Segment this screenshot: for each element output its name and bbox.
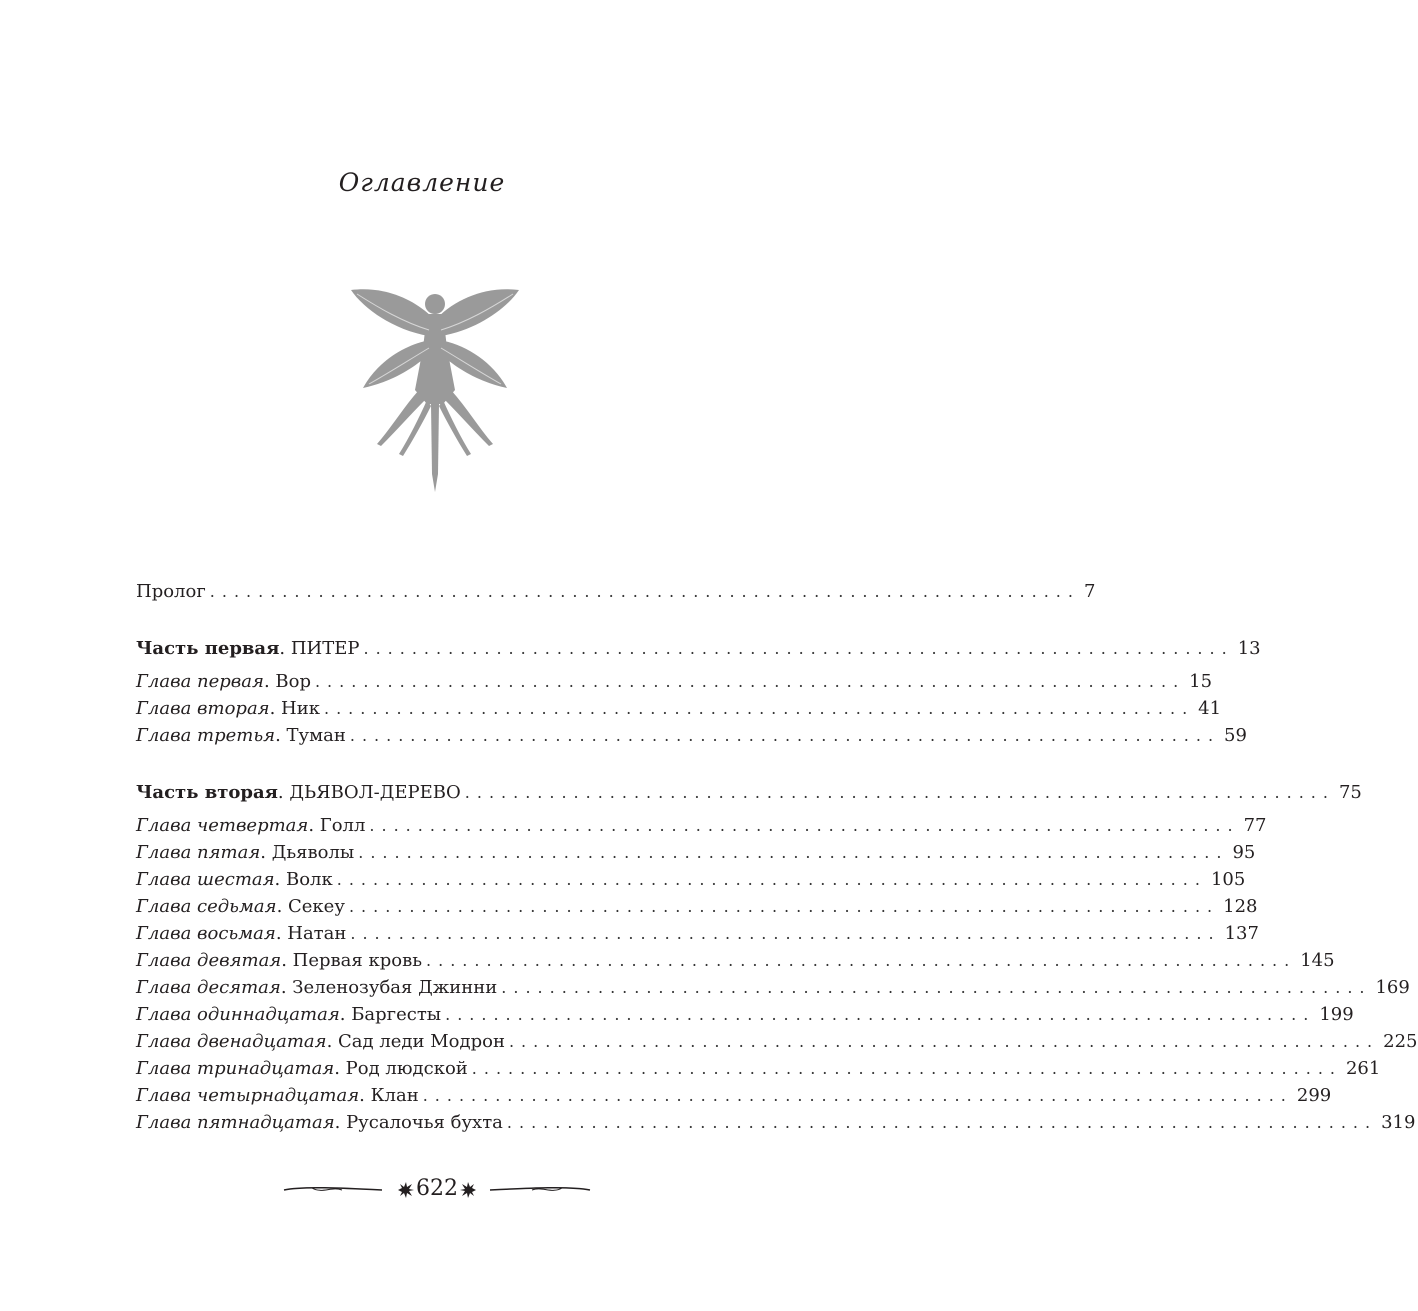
toc-entry-label: Глава пятая. Дьяволы: [136, 842, 355, 863]
toc-entry-chapter-7: [136, 893, 1258, 920]
leader-dots: ........................................................................: [349, 726, 1221, 745]
toc-entry-label: Глава десятая. Зеленозубая Джинни: [136, 977, 498, 998]
toc-entry-label: Глава тринадцатая. Род людской: [136, 1058, 468, 1079]
toc-entry-label: Пролог: [136, 581, 206, 602]
toc-entry-label: Глава четвертая. Голл: [136, 815, 366, 836]
toc-entry-chapter-11: [136, 1001, 1354, 1028]
toc-entry-chapter-9: [136, 947, 1335, 974]
toc-entry-chapter-3: [136, 722, 1247, 749]
toc-entry-label: Часть первая. ПИТЕР: [136, 638, 360, 659]
toc-page-number: 59: [1224, 725, 1247, 746]
leader-dots: ........................................................................: [508, 1032, 1380, 1051]
leader-dots: ........................................................................: [369, 816, 1240, 835]
toc-page-number: 299: [1296, 1085, 1332, 1106]
toc-page-number: 145: [1300, 950, 1335, 971]
toc-page-number: 77: [1243, 815, 1267, 836]
toc-page-number: 225: [1383, 1031, 1418, 1052]
toc-entry-chapter-13: [136, 1055, 1381, 1082]
leader-dots: ........................................................................: [358, 843, 1229, 862]
leader-dots: ........................................................................: [323, 699, 1195, 718]
leader-dots: ........................................................................: [350, 924, 1221, 943]
toc-entry-label: Глава девятая. Первая кровь: [136, 950, 423, 971]
toc-page-number: 199: [1319, 1004, 1354, 1025]
toc-part-2: [136, 779, 1362, 806]
table-of-contents: [136, 578, 1418, 1136]
toc-entry-label: Глава четырнадцатая. Клан: [136, 1085, 419, 1106]
leader-dots: ........................................................................: [426, 951, 1297, 970]
toc-page-number: 95: [1232, 842, 1256, 863]
toc-page-number: 15: [1189, 671, 1213, 692]
toc-page-number: 7: [1083, 581, 1096, 602]
toc-page-number: 319: [1381, 1112, 1416, 1133]
page-title: Оглавление: [338, 168, 506, 197]
toc-entry-label: Глава вторая. Ник: [136, 698, 320, 719]
toc-entry-chapter-2: [136, 695, 1222, 722]
toc-entry-label: Глава восьмая. Натан: [136, 923, 347, 944]
toc-entry-chapter-5: [136, 839, 1256, 866]
leader-dots: ........................................................................: [506, 1113, 1378, 1132]
toc-entry-chapter-15: [136, 1109, 1416, 1136]
toc-entry-label: Глава одиннадцатая. Баргесты: [136, 1004, 442, 1025]
toc-page-number: 128: [1223, 896, 1258, 917]
toc-part-1: [136, 635, 1261, 662]
leader-dots: ........................................................................: [314, 672, 1186, 691]
toc-entry-label: Глава шестая. Волк: [136, 869, 333, 890]
toc-entry-chapter-14: [136, 1082, 1332, 1109]
toc-page-number: 169: [1375, 977, 1410, 998]
leader-dots: ........................................................................: [363, 639, 1234, 658]
leader-dots: ........................................................................: [348, 897, 1220, 916]
leader-dots: ........................................................................: [471, 1059, 1342, 1078]
toc-entry-label: Глава третья. Туман: [136, 725, 346, 746]
toc-entry-chapter-4: [136, 812, 1267, 839]
toc-entry-chapter-12: [136, 1028, 1418, 1055]
leader-dots: ........................................................................: [445, 1005, 1316, 1024]
leader-dots: ........................................................................: [336, 870, 1207, 889]
toc-entry-chapter-8: [136, 920, 1259, 947]
leader-dots: ........................................................................: [501, 978, 1372, 997]
leader-dots: ........................................................................: [209, 582, 1080, 601]
toc-entry-label: Глава первая. Вор: [136, 671, 311, 692]
toc-entry-label: Глава седьмая. Секеу: [136, 896, 345, 917]
toc-page-number: 105: [1210, 869, 1246, 890]
toc-entry-label: Часть вторая. ДЬЯВОЛ-ДЕРЕВО: [136, 782, 461, 803]
toc-entry-chapter-6: [136, 866, 1246, 893]
page-number: 622: [416, 1176, 458, 1201]
toc-entry-label: Глава пятнадцатая. Русалочья бухта: [136, 1112, 503, 1133]
page-footer: [282, 1174, 592, 1204]
toc-entry-label: Глава двенадцатая. Сад леди Модрон: [136, 1031, 505, 1052]
leader-dots: ........................................................................: [464, 783, 1335, 802]
fairy-silhouette-icon: [343, 278, 527, 496]
toc-entry-chapter-1: [136, 668, 1213, 695]
toc-page-number: 41: [1198, 698, 1222, 719]
toc-entry-prologue: [136, 578, 1096, 605]
toc-page-number: 75: [1338, 782, 1362, 803]
toc-page-number: 13: [1237, 638, 1261, 659]
toc-page-number: 137: [1224, 923, 1259, 944]
toc-page-number: 261: [1345, 1058, 1381, 1079]
toc-entry-chapter-10: [136, 974, 1410, 1001]
leader-dots: ........................................................................: [422, 1086, 1293, 1105]
